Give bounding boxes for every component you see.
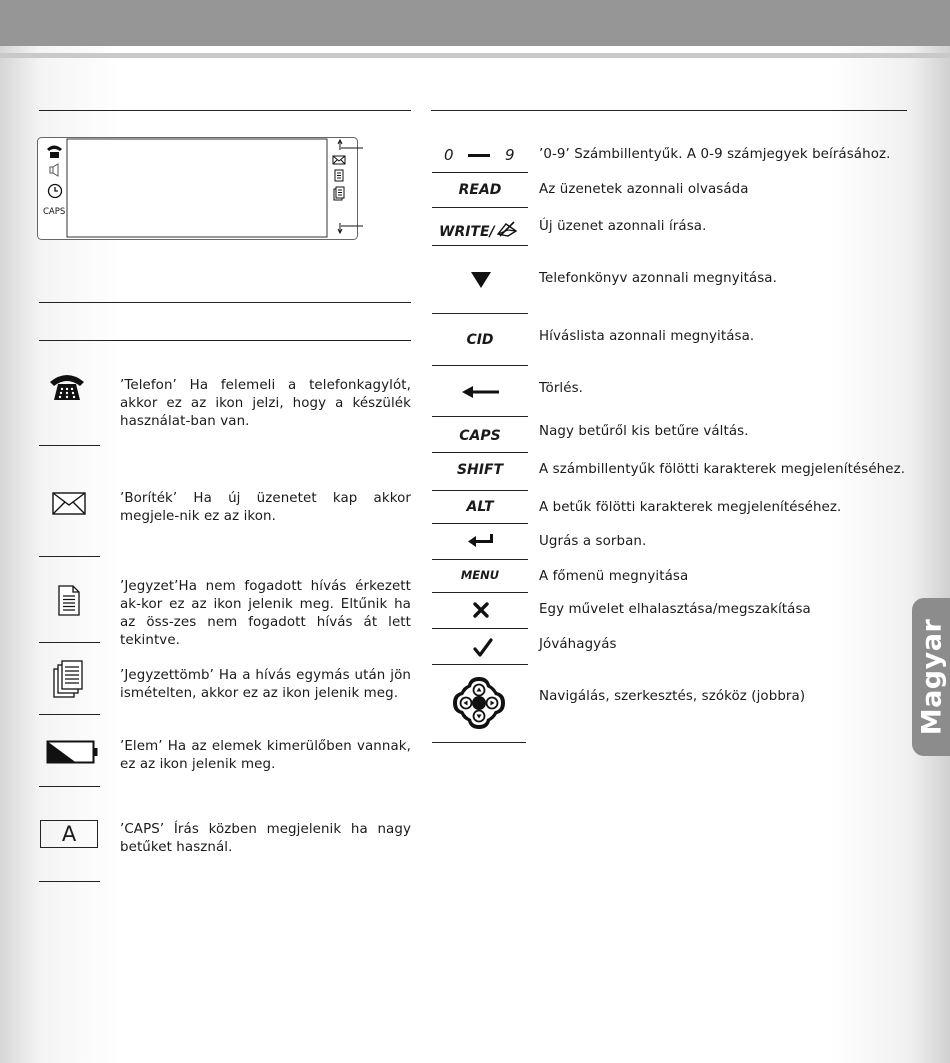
key-description: A számbillentyűk fölötti karakterek megjelenítéséhez.	[539, 462, 906, 477]
key-0-9	[432, 145, 528, 165]
divider	[432, 416, 528, 417]
icon-description: ’Jegyzettömb’ Ha a hívás egymás után jön ismételten, akkor ez az ikon jelenik meg.	[120, 668, 411, 701]
key-description: Ugrás a sorban.	[539, 534, 647, 549]
divider	[39, 445, 100, 446]
language-tab	[912, 598, 950, 756]
cross-icon	[473, 602, 489, 618]
icon-description: ’Elem’ Ha az elemek kimerülőben vannak, ez az ikon jelenik meg.	[120, 739, 411, 772]
divider	[432, 628, 528, 629]
divider	[432, 313, 528, 314]
envelope-icon	[52, 492, 88, 516]
icon-description: ’Boríték’ Ha új üzenetet kap akkor megjele-nik ez az ikon.	[120, 491, 411, 524]
divider	[432, 523, 528, 524]
icon-description: ’CAPS’ Írás közben megjelenik ha nagy betűket használ.	[120, 822, 411, 855]
lcd-notepad-icon	[334, 187, 344, 200]
key-description: A főmenü megnyitása	[539, 569, 689, 584]
divider	[39, 556, 100, 557]
key-caps: CAPS	[459, 428, 501, 444]
notepad-icon	[52, 659, 84, 699]
key-write	[439, 221, 529, 241]
lcd-caps-label: CAPS	[43, 207, 66, 217]
key-description: Nagy betűről kis betűre váltás.	[539, 424, 749, 439]
icon-description: ’Telefon’ Ha felemeli a telefonkagylót, akkor ez az ikon jelzi, hogy a készülék használat-ban van.	[120, 378, 411, 429]
divider	[39, 110, 411, 111]
key-description: Új üzenet azonnali írása.	[539, 219, 707, 234]
divider	[431, 110, 907, 111]
key-description: Navigálás, szerkesztés, szóköz (jobbra)	[539, 689, 806, 704]
key-description: Jóváhagyás	[539, 637, 617, 652]
divider	[39, 340, 411, 341]
header-stripe	[0, 53, 950, 58]
language-tab-label: Magyar	[916, 618, 948, 736]
range-dash	[468, 154, 490, 157]
lcd-display-diagram	[37, 137, 359, 240]
key-description: Az üzenetek azonnali olvasáda	[539, 182, 749, 197]
key-read: READ	[458, 182, 502, 198]
header-bar	[0, 0, 950, 46]
key-cid: CID	[466, 332, 494, 348]
key-write-label: WRITE/	[439, 224, 495, 240]
key-description: Törlés.	[539, 381, 584, 396]
key-menu: MENU	[460, 568, 500, 582]
divider	[432, 559, 528, 560]
divider	[432, 365, 528, 366]
divider	[432, 207, 528, 208]
divider	[39, 714, 100, 715]
telephone-icon	[48, 372, 88, 404]
key-description: A betűk fölötti karakterek megjelenítéséhez.	[539, 500, 842, 515]
key-shift: SHIFT	[456, 462, 504, 478]
divider	[432, 592, 528, 593]
key-alt: ALT	[466, 499, 494, 515]
triangle-down-icon	[470, 271, 492, 289]
enter-icon	[467, 533, 495, 549]
arrow-left-icon	[461, 384, 501, 398]
note-icon	[58, 585, 82, 617]
navigation-pad-icon	[452, 676, 506, 730]
envelope-pen-icon	[496, 221, 518, 237]
divider	[432, 245, 528, 246]
divider	[432, 172, 528, 173]
divider	[432, 452, 528, 453]
key-9-label: 9	[505, 146, 515, 164]
caps-a-icon: A	[40, 820, 98, 848]
icon-description: ’Jegyzet’Ha nem fogadott hívás érkezett ak-kor ez az ikon jelenik meg. Eltűnik ha az öss-zes nem fogadott hívás át lett tekintve.	[120, 579, 411, 648]
key-description: ’0-9’ Számbillentyűk. A 0-9 számjegyek beírásához.	[539, 147, 891, 162]
divider	[39, 786, 100, 787]
key-description: Telefonkönyv azonnali megnyitása.	[539, 271, 777, 286]
checkmark-icon	[473, 638, 493, 658]
divider	[39, 642, 100, 643]
key-description: Egy művelet elhalasztása/megszakítása	[539, 602, 811, 617]
divider	[432, 742, 526, 743]
key-0-label: 0	[444, 146, 454, 164]
divider	[39, 302, 411, 303]
divider	[432, 490, 528, 491]
divider	[432, 664, 528, 665]
key-description: Híváslista azonnali megnyitása.	[539, 329, 755, 344]
divider	[39, 881, 100, 882]
battery-icon	[46, 740, 100, 766]
